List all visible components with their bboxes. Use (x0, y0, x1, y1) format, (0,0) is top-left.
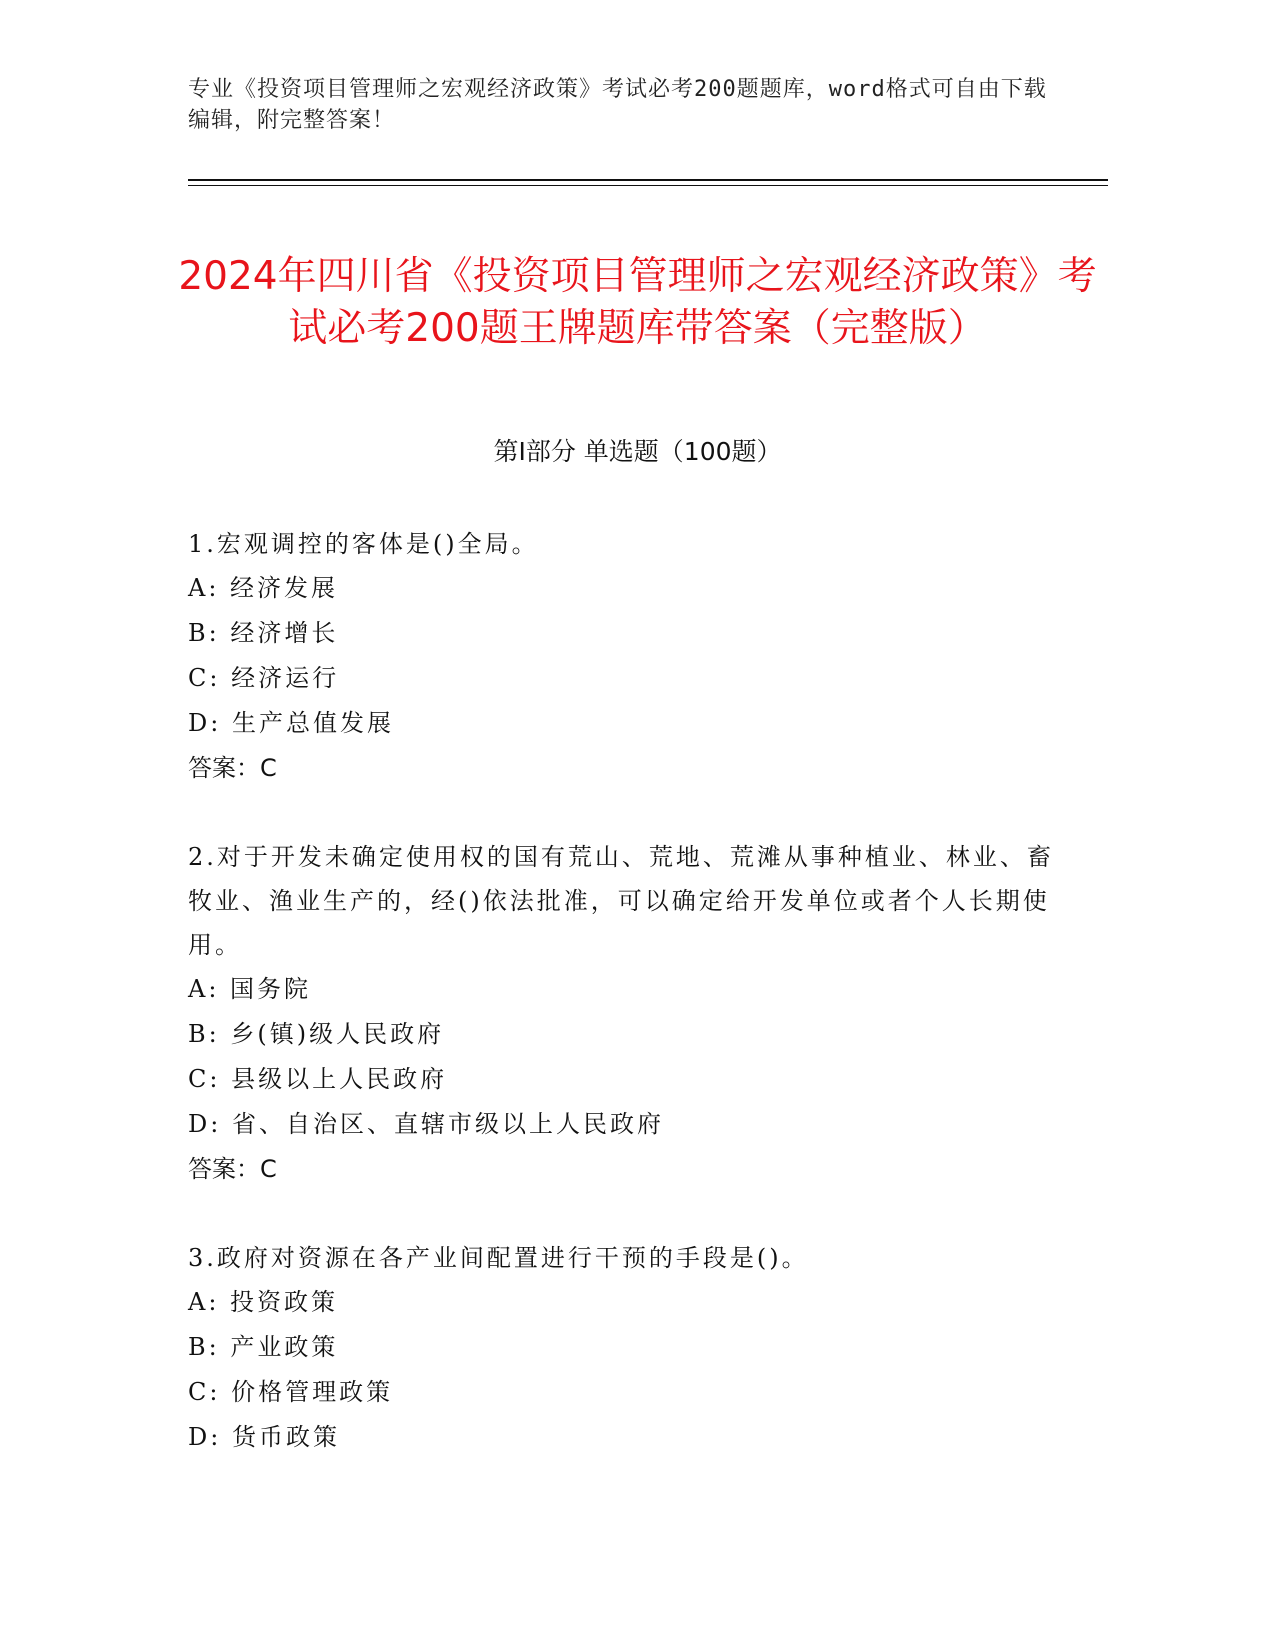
option-b: B: 乡(镇)级人民政府 (188, 1020, 445, 1048)
document-title: 2024年四川省《投资项目管理师之宏观经济政策》考试必考200题王牌题库带答案（完整版） (178, 254, 1097, 352)
header-divider-thin (188, 185, 1108, 186)
question-3 (188, 1236, 1068, 1460)
option-c: C: 经济运行 (188, 664, 340, 692)
answer: 答案：C (188, 1155, 277, 1183)
option-c: C: 价格管理政策 (188, 1378, 394, 1406)
answer: 答案：C (188, 754, 277, 782)
question-stem: 2.对于开发未确定使用权的国有荒山、荒地、荒滩从事种植业、林业、畜牧业、渔业生产的，经()依法批准，可以确定给开发单位或者个人长期使用。 (188, 843, 1054, 959)
option-d: D: 货币政策 (188, 1423, 340, 1451)
question-1 (188, 522, 1068, 791)
option-d: D: 省、自治区、直辖市级以上人民政府 (188, 1110, 664, 1138)
option-c: C: 县级以上人民政府 (188, 1065, 448, 1093)
option-a: A: 经济发展 (188, 574, 339, 602)
question-2 (188, 835, 1068, 1192)
question-list (188, 522, 1068, 1504)
option-d: D: 生产总值发展 (188, 709, 394, 737)
option-b: B: 产业政策 (188, 1333, 339, 1361)
section-title: 第I部分 单选题（100题） (493, 437, 782, 466)
header-note: 专业《投资项目管理师之宏观经济政策》考试必考200题题库，word格式可自由下载编辑，附完整答案！ (188, 77, 1047, 133)
option-a: A: 国务院 (188, 975, 312, 1003)
option-a: A: 投资政策 (188, 1288, 339, 1316)
option-b: B: 经济增长 (188, 619, 339, 647)
header-divider (188, 179, 1108, 181)
question-stem: 3.政府对资源在各产业间配置进行干预的手段是()。 (188, 1244, 809, 1272)
question-stem: 1.宏观调控的客体是()全局。 (188, 530, 539, 558)
